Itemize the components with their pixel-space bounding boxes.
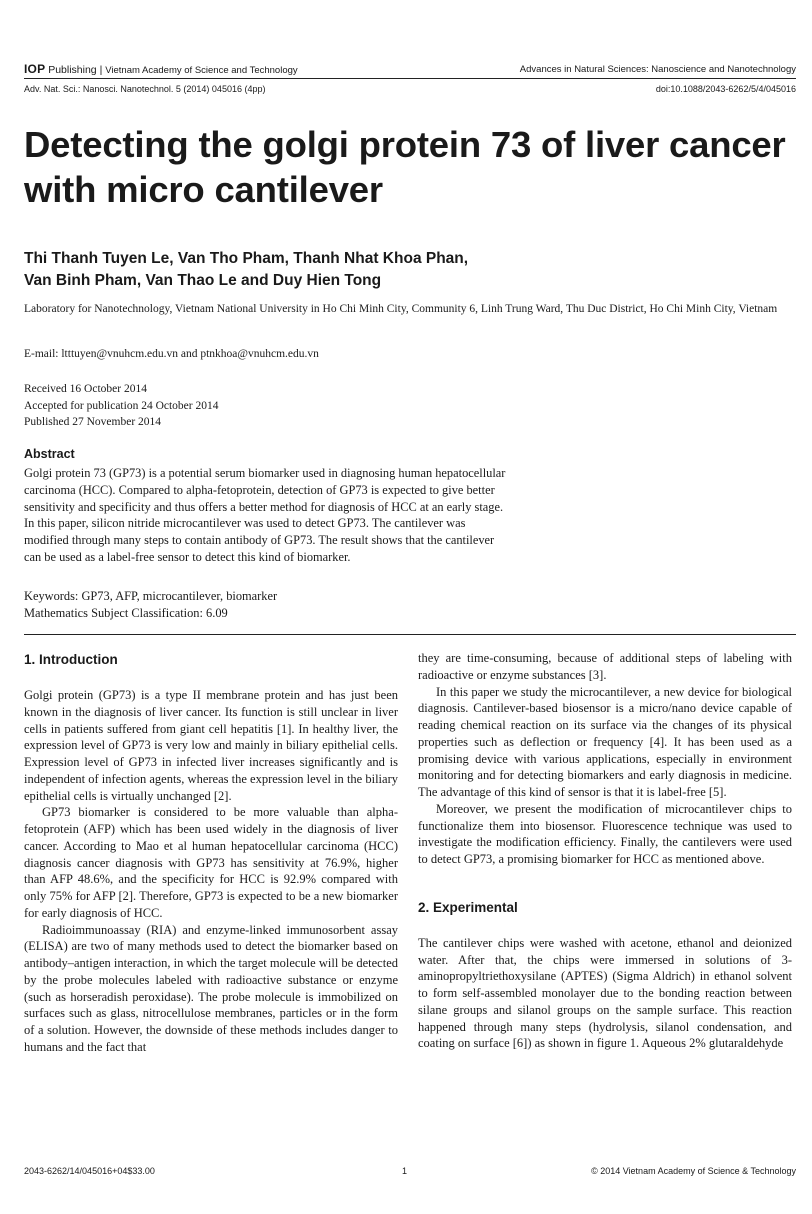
paragraph: GP73 biomarker is considered to be more valuable than alpha-fetoprotein (AFP) which has been used widely in the diagnosis of liver cancer. According to Mao et al human hepatocellular carcinoma (HCC) diagnosis cancer diagnosis with GP73 has sensitivity at 76.9%, higher than AFP 48.6%, and the specificity for HCC is 92.9% compared with only 75% for AFP [2]. Therefore, GP73 is expected to be a new biomarker for early diagnosis of HCC. (24, 805, 398, 920)
abstract-line: sensitivity and specificity and thus offers a better method for diagnosis of HCC at an early stage. (24, 499, 504, 514)
email: E-mail: ltttuyen@vnuhcm.edu.vn and ptnkhoa@vnuhcm.edu.vn (24, 348, 319, 360)
author-line: Van Binh Pham, Van Thao Le and Duy Hien Tong (24, 272, 382, 289)
title-line: Detecting the golgi protein 73 of liver cancer (24, 124, 786, 165)
citation: Adv. Nat. Sci.: Nanosci. Nanotechnol. 5 (2014) 045016 (4pp) (24, 84, 266, 94)
keywords-block (24, 588, 277, 622)
publisher-name: Publishing (45, 64, 97, 76)
page-number: 1 (402, 1166, 408, 1176)
body-divider (24, 634, 796, 635)
header-divider (24, 78, 796, 79)
published-date: Published 27 November 2014 (24, 416, 162, 428)
paragraph: Golgi protein (GP73) is a type II membrane protein and has just been known in the diagnosis of liver cancer. Its function is still unclear in liver cells in patients suffered from giant cell hepatitis [1]. In healthy liver, the expression level of GP73 is very low and mainly in biliary epithelial cells. Expression level of GP73 in infected liver increases significantly and is independent of infection agents, whereas the expression level in the biliary epithelial cells is virtually unchanged [2]. (24, 688, 398, 803)
paragraph: In this paper we study the microcantilever, a new device for biological diagnosis. Cantilever-based biosensor is a micro/nano device capable of reading chemical reaction on its surface via the changes of its physical properties such as deflection or frequency [4]. It has been used as a promising device with various applications, especially in environment monitoring and for detecting biomarkers and early diagnosis in medicine. The advantage of this kind of sensor is that it is label-free [5]. (418, 684, 792, 799)
keywords: Keywords: GP73, AFP, microcantilever, biomarker (24, 589, 278, 603)
publication-dates (24, 381, 218, 431)
paragraph: Radioimmunoassay (RIA) and enzyme-linked immunosorbent assay (ELISA) are two of many methods used to detect the biomarker based on antibody–antigen interaction, in which the target molecule will be detected by the probe molecules labeled with radioactive substance or enzyme (such as horseradish peroxidase). The probe molecule is immobilized on surfaces such as glass, nitrocellulose membranes, particles or in the form of a solution. However, the downside of these methods includes danger to humans and the fact that (24, 922, 398, 1054)
section-heading-introduction: 1. Introduction (24, 652, 118, 667)
publisher-brand: IOP (24, 62, 46, 76)
abstract-heading: Abstract (24, 447, 75, 461)
left-column (24, 650, 398, 1056)
paragraph-continuation: they are time-consuming, because of additional steps of labeling with radioactive or enzyme substances [3]. (418, 651, 792, 682)
header-separator: | (96, 64, 106, 76)
issn: 2043-6262/14/045016+04$33.00 (24, 1166, 155, 1176)
partner-name: Vietnam Academy of Science and Technology (105, 65, 298, 76)
paragraph: Moreover, we present the modification of microcantilever chips to functionalize them into biosensor. Fluorescence technique was used to investigate the modification efficiency. Finally, the cantilevers were used to detect GP73, a promising biomarker for HCC as mentioned above. (418, 801, 792, 866)
running-header (24, 62, 796, 78)
abstract-line: Golgi protein 73 (GP73) is a potential serum biomarker used in diagnosing human hepatocellular (24, 466, 506, 480)
journal-name: Advances in Natural Sciences: Nanoscience and Nanotechnology (519, 64, 796, 75)
page-footer (24, 1166, 796, 1180)
copyright: © 2014 Vietnam Academy of Science & Technology (591, 1166, 796, 1176)
paragraph: The cantilever chips were washed with acetone, ethanol and deionized water. After that, the chips were immersed in solutions of 3-aminopropyltriethoxysilane (APTES) (Sigma Aldrich) in ethanol solvent to form self-assembled monolayer due to the bonding reaction between silane groups and silanol groups on the sample surface. This reaction happened through many steps (hydrolysis, silanol condensation, and coating on surface [6]) as shown in figure 1. Aqueous 2% glutaraldehyde (418, 935, 792, 1051)
accepted-date: Accepted for publication 24 October 2014 (24, 399, 219, 412)
right-column (418, 650, 792, 1052)
author-line: Thi Thanh Tuyen Le, Van Tho Pham, Thanh Nhat Khoa Phan, (24, 250, 469, 267)
abstract-line: modified through many steps to contain antibody of GP73. The result shows that the cantilever (24, 533, 495, 548)
citation-line (24, 84, 796, 98)
affiliation: Laboratory for Nanotechnology, Vietnam National University in Ho Chi Minh City, Community 6, Linh Trung Ward, Thu Duc District, Ho Chi Minh City, Vietnam (24, 303, 778, 315)
section-heading-experimental: 2. Experimental (418, 899, 518, 915)
title-line: with micro cantilever (24, 169, 383, 210)
abstract-text (24, 465, 664, 566)
author-list (24, 248, 794, 292)
abstract-line: In this paper, silicon nitride microcantilever was used to detect GP73. The cantilever was (24, 516, 466, 531)
paper-title (24, 122, 804, 212)
abstract-line: carcinoma (HCC). Compared to alpha-fetoprotein, detection of GP73 is expected to give better (24, 482, 495, 497)
publisher-line (24, 62, 298, 76)
received-date: Received 16 October 2014 (24, 383, 147, 395)
abstract-line: can be used as a label-free sensor to detect this kind of biomarker. (24, 549, 351, 564)
subject-classification: Mathematics Subject Classification: 6.09 (24, 606, 228, 620)
doi: doi:10.1088/2043-6262/5/4/045016 (655, 84, 796, 94)
